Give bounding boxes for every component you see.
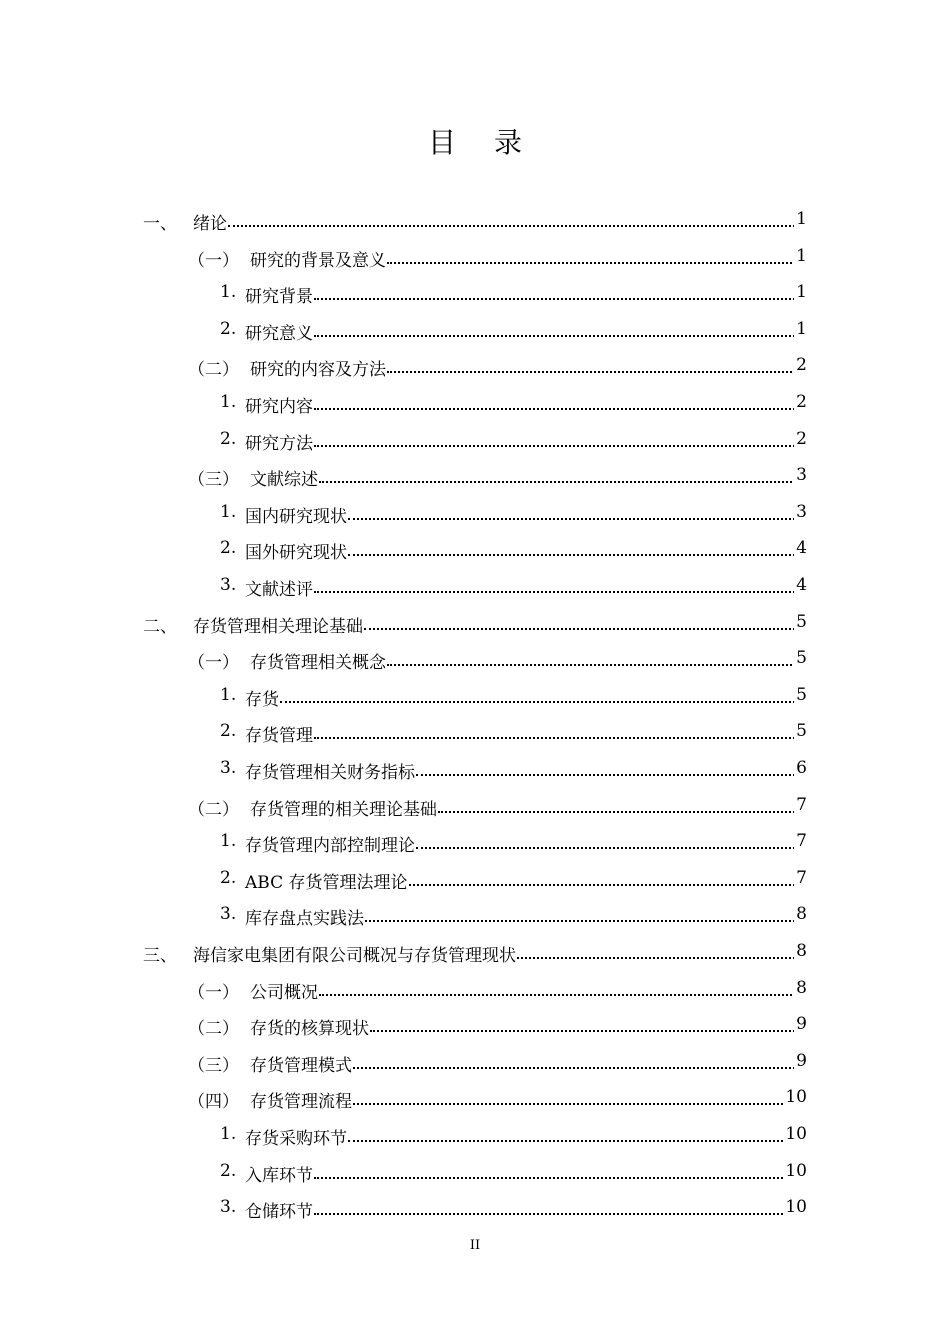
toc-entry-page: 2: [796, 428, 807, 449]
toc-leader-dots: [438, 789, 807, 813]
toc-entry-page: 7: [796, 867, 807, 888]
toc-leader-dots: [314, 386, 807, 410]
toc-entry[interactable]: [0, 605, 950, 641]
toc-entry[interactable]: [0, 495, 950, 531]
toc-entry-title: 海信家电集团有限公司概况与存货管理现状: [193, 941, 517, 966]
toc-entry[interactable]: [0, 971, 950, 1007]
toc-leader-dots: [314, 313, 807, 337]
toc-entry-title: 存货: [245, 685, 280, 710]
toc-entry[interactable]: [0, 788, 950, 824]
toc-entry-number: 2.: [220, 721, 237, 742]
toc-entry-title: 存货管理相关财务指标: [245, 758, 416, 783]
toc-leader-dots: [228, 203, 807, 227]
toc-leader-dots: [365, 898, 807, 925]
toc-entry-page: 10: [785, 1160, 807, 1181]
toc-entry[interactable]: [0, 641, 950, 677]
toc-entry-page: 1: [796, 209, 807, 229]
toc-entry-page: 5: [796, 611, 807, 632]
toc-entry[interactable]: [0, 1044, 950, 1080]
toc-leader-dots: [314, 1155, 807, 1179]
toc-entry-number: 2.: [220, 318, 237, 339]
toc-entry[interactable]: [0, 202, 950, 238]
toc-entry-page: 5: [796, 648, 807, 669]
toc-leader-dots: [314, 423, 807, 447]
toc-entry-title: 存货管理内部控制理论: [245, 831, 416, 856]
toc-leader-dots: [364, 606, 807, 630]
toc-entry-page: 7: [796, 831, 807, 852]
toc-entry-number: 1.: [220, 501, 237, 522]
toc-leader-dots: [319, 459, 807, 486]
toc-entry[interactable]: [0, 385, 950, 421]
toc-entry-page: 4: [796, 575, 807, 595]
toc-entry[interactable]: [0, 861, 950, 897]
toc-entry[interactable]: [0, 312, 950, 348]
toc-leader-dots: [314, 569, 807, 593]
toc-entry-title: 仓储环节: [245, 1197, 314, 1222]
toc-entry-number: （三）: [188, 1055, 239, 1076]
toc-entry-number: （二）: [188, 360, 239, 381]
toc-leader-dots: [409, 862, 807, 886]
toc-entry-page: 1: [796, 318, 807, 339]
toc-entry-title: 研究意义: [245, 319, 314, 344]
toc-entry-number: 1.: [220, 684, 237, 705]
toc-entry-number: （二）: [188, 1019, 239, 1040]
toc-leader-dots: [387, 240, 807, 264]
toc-entry-number: （一）: [188, 653, 239, 674]
toc-leader-dots: [387, 642, 807, 669]
toc-leader-dots: [353, 1081, 807, 1108]
toc-entry[interactable]: [0, 458, 950, 494]
toc-entry[interactable]: [0, 422, 950, 458]
toc-leader-dots: [348, 496, 807, 520]
toc-entry-title: 研究背景: [245, 282, 314, 307]
toc-entry-number: 三、: [143, 946, 177, 966]
toc-entry-title: ABC 存货管理法理论: [245, 868, 409, 893]
page-number: II: [469, 1238, 481, 1253]
toc-entry[interactable]: [0, 934, 950, 970]
toc-entry-number: （一）: [188, 982, 239, 1003]
toc-entry[interactable]: [0, 897, 950, 933]
toc-entry[interactable]: [0, 348, 950, 384]
toc-leader-dots: [348, 1118, 807, 1142]
toc-entry[interactable]: [0, 678, 950, 714]
toc-entry-page: 3: [796, 501, 807, 522]
toc-entry-title: 存货管理相关理论基础: [193, 612, 364, 637]
toc-entry-page: 2: [796, 355, 807, 376]
toc-entry-page: 8: [796, 941, 807, 961]
toc-entry-number: 2.: [220, 867, 237, 888]
toc-entry-page: 7: [796, 794, 807, 815]
toc-entry-page: 9: [796, 1014, 807, 1035]
toc-entry-title: 研究的内容及方法: [250, 355, 387, 380]
toc-leader-dots: [314, 276, 807, 303]
toc-leader-dots: [370, 1008, 807, 1035]
toc-entry-title: 绪论: [193, 209, 228, 234]
toc-entry-page: 4: [796, 538, 807, 559]
toc-entry-title: 存货采购环节: [245, 1124, 348, 1149]
toc-entry[interactable]: [0, 1080, 950, 1116]
toc-entry[interactable]: [0, 275, 950, 311]
toc-entry-page: 1: [796, 282, 807, 303]
toc-entry-title: 文献综述: [250, 465, 319, 490]
toc-entry-number: 3.: [220, 904, 237, 925]
toc-entry[interactable]: [0, 1190, 950, 1226]
toc-entry-title: 文献述评: [245, 575, 314, 600]
toc-entry-number: 2.: [220, 1160, 237, 1181]
toc-entry-title: 存货管理: [245, 721, 314, 746]
toc-entry-title: 研究方法: [245, 429, 314, 454]
toc-entry-title: 库存盘点实践法: [245, 904, 365, 929]
toc-leader-dots: [314, 715, 807, 742]
toc-entry-number: 3.: [220, 1197, 237, 1218]
toc-entry-number: 二、: [143, 616, 177, 637]
toc-entry-number: （二）: [188, 799, 239, 820]
toc-entry-number: 3.: [220, 575, 237, 595]
toc-leader-dots: [387, 349, 807, 376]
toc-entry-number: 1.: [220, 1124, 237, 1144]
toc-entry-page: 10: [785, 1087, 807, 1108]
toc-entry-title: 研究的背景及意义: [250, 246, 387, 271]
toc-entry-title: 研究内容: [245, 392, 314, 417]
toc-leader-dots: [348, 532, 807, 559]
toc-entry-page: 10: [785, 1124, 807, 1144]
toc-entry-title: 入库环节: [245, 1161, 314, 1186]
toc-entry[interactable]: [0, 568, 950, 604]
toc-leader-dots: [314, 1191, 807, 1218]
toc-entry[interactable]: [0, 1117, 950, 1153]
toc-entry-title: 国内研究现状: [245, 502, 348, 527]
toc-entry-page: 8: [796, 904, 807, 925]
toc-entry-number: 1.: [220, 392, 237, 412]
toc-entry-number: 2.: [220, 538, 237, 559]
toc-leader-dots: [280, 679, 807, 703]
toc-entry-page: 1: [796, 245, 807, 266]
toc-entry[interactable]: [0, 714, 950, 750]
toc-entry-title: 国外研究现状: [245, 538, 348, 563]
toc-entry-title: 存货管理模式: [250, 1051, 353, 1076]
toc-entry-title: 存货管理相关概念: [250, 648, 387, 673]
toc-entry-page: 5: [796, 721, 807, 742]
toc-entry[interactable]: [0, 824, 950, 860]
toc-entry-number: 3.: [220, 758, 237, 778]
toc-entry-page: 8: [796, 977, 807, 998]
toc-entry[interactable]: [0, 1007, 950, 1043]
toc-leader-dots: [353, 1045, 807, 1069]
toc-leader-dots: [416, 752, 807, 776]
toc-entry-title: 存货管理的相关理论基础: [250, 795, 438, 820]
toc-entry-page: 10: [785, 1197, 807, 1218]
toc-entry-page: 5: [796, 684, 807, 705]
toc-entry-page: 2: [796, 392, 807, 412]
toc-entry-number: 一、: [143, 214, 177, 234]
toc-entry[interactable]: [0, 1154, 950, 1190]
toc-entry-page: 9: [796, 1050, 807, 1071]
toc-entry-number: 1.: [220, 282, 237, 303]
toc-leader-dots: [319, 972, 807, 996]
toc-entry[interactable]: [0, 531, 950, 567]
toc-entry[interactable]: [0, 239, 950, 275]
toc-entry-number: （三）: [188, 470, 239, 491]
toc-entry-number: （一）: [188, 250, 239, 271]
toc-entry-number: （四）: [188, 1092, 239, 1113]
toc-entry[interactable]: [0, 751, 950, 787]
toc-entry-title: 公司概况: [250, 978, 319, 1003]
toc-title: 目录: [427, 126, 560, 159]
toc-entry-number: 2.: [220, 428, 237, 449]
toc-entry-number: 1.: [220, 831, 237, 852]
toc-leader-dots: [416, 825, 807, 852]
toc-entry-page: 6: [796, 758, 807, 778]
toc-entry-title: 存货管理流程: [250, 1087, 353, 1112]
toc-entry-page: 3: [796, 465, 807, 486]
toc-leader-dots: [517, 935, 807, 959]
toc-entry-title: 存货的核算现状: [250, 1014, 370, 1039]
